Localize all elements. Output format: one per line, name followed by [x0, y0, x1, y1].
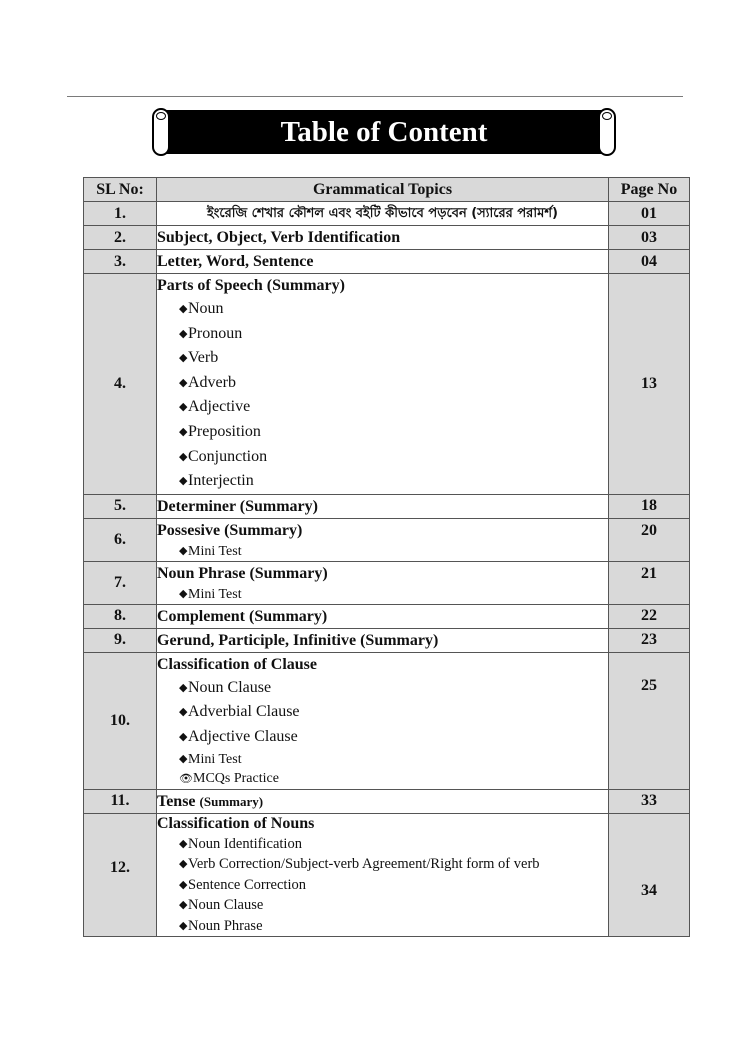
row-page: 34: [609, 813, 690, 937]
subtopic-item: ◆Mini Test: [179, 751, 242, 767]
subtopic-item: 👁MCQs Practice: [157, 769, 608, 789]
row-topic: ইংরেজি শেখার কৌশল এবং বইটি কীভাবে পড়বেন (স্যারের পরামর্শ): [207, 206, 558, 221]
top-divider: [67, 96, 683, 97]
diamond-bullet-icon: ◆: [179, 681, 188, 694]
diamond-bullet-icon: ◆: [179, 858, 188, 871]
table-row: [84, 628, 690, 652]
diamond-bullet-icon: ◆: [179, 837, 188, 850]
row-topic: Possesive (Summary): [157, 521, 303, 539]
diamond-bullet-icon: ◆: [179, 752, 188, 765]
row-topic: Classification of Nouns: [157, 814, 315, 832]
row-sl: 2.: [84, 226, 157, 250]
title-banner: [152, 108, 616, 158]
table-row: [84, 604, 690, 628]
page-title: Table of Content: [280, 116, 488, 148]
row-topic: Complement (Summary): [157, 607, 328, 625]
row-page: 33: [609, 789, 690, 813]
row-page: 20: [609, 518, 690, 561]
diamond-bullet-icon: ◆: [179, 376, 188, 389]
eye-icon: 👁: [179, 772, 193, 785]
row-sl: 6.: [84, 518, 157, 561]
table-row: [84, 202, 690, 226]
diamond-bullet-icon: ◆: [179, 899, 188, 912]
row-page: 04: [609, 250, 690, 274]
row-topic: Gerund, Participle, Infinitive (Summary): [157, 631, 439, 649]
diamond-bullet-icon: ◆: [179, 475, 188, 488]
row-page: 21: [609, 561, 690, 604]
diamond-bullet-icon: ◆: [179, 327, 188, 340]
diamond-bullet-icon: ◆: [179, 878, 188, 891]
subtopic-item: ◆Sentence Correction: [157, 875, 608, 896]
subtopic-item: ◆Conjunction: [157, 445, 608, 470]
header-page-no: Page No: [609, 178, 690, 202]
subtopic-item: ◆Adverb: [157, 371, 608, 396]
row-page: 18: [609, 494, 690, 518]
table-row: [84, 274, 690, 495]
table-row: [84, 226, 690, 250]
row-sl: 12.: [84, 813, 157, 937]
subtopic-item: ◆Noun Clause: [157, 895, 608, 916]
row-page: 23: [609, 628, 690, 652]
row-sl: 5.: [84, 494, 157, 518]
table-row: [84, 789, 690, 813]
table-header-row: [84, 178, 690, 202]
row-sl: 4.: [84, 274, 157, 495]
diamond-bullet-icon: ◆: [179, 587, 188, 600]
diamond-bullet-icon: ◆: [179, 303, 188, 315]
row-topic: Parts of Speech (Summary): [157, 277, 345, 294]
row-topic-suffix: (Summary): [199, 793, 264, 809]
row-topic: Classification of Clause: [157, 655, 317, 673]
row-topic: Subject, Object, Verb Identification: [157, 229, 401, 246]
table-of-contents: [83, 177, 690, 937]
subtopic-item: ◆Adjective: [157, 395, 608, 420]
table-row: [84, 494, 690, 518]
subtopic-item: ◆Mini Test: [179, 586, 242, 602]
diamond-bullet-icon: ◆: [179, 401, 188, 414]
row-topic: Determiner (Summary): [157, 497, 318, 515]
table-row: [84, 652, 690, 789]
row-sl: 9.: [84, 628, 157, 652]
row-topic: Noun Phrase (Summary): [157, 564, 328, 582]
subtopic-item: ◆Noun Identification: [157, 834, 608, 855]
diamond-bullet-icon: ◆: [179, 919, 188, 932]
subtopic-item: ◆Noun: [157, 297, 608, 322]
row-sl: 3.: [84, 250, 157, 274]
subtopic-item: ◆Adverbial Clause: [157, 700, 608, 725]
row-page: 22: [609, 604, 690, 628]
header-topics: Grammatical Topics: [157, 178, 609, 202]
row-sl: 7.: [84, 561, 157, 604]
subtopic-item: ◆Verb: [157, 346, 608, 371]
diamond-bullet-icon: ◆: [179, 425, 188, 438]
table-row: [84, 813, 690, 937]
diamond-bullet-icon: ◆: [179, 730, 188, 743]
row-page: 03: [609, 226, 690, 250]
row-sl: 11.: [84, 789, 157, 813]
row-sl: 10.: [84, 652, 157, 789]
subtopic-item: ◆Interjectin: [157, 469, 608, 494]
subtopic-item: ◆Noun Phrase: [157, 916, 608, 937]
subtopic-item: ◆Adjective Clause: [157, 725, 608, 750]
subtopic-item: ◆Verb Correction/Subject-verb Agreement/Right form of verb: [157, 854, 608, 875]
diamond-bullet-icon: ◆: [179, 544, 188, 557]
row-topic: Letter, Word, Sentence: [157, 253, 314, 270]
row-sl: 1.: [84, 202, 157, 226]
subtopic-item: ◆Noun Clause: [157, 676, 608, 701]
row-sl: 8.: [84, 604, 157, 628]
table-row: [84, 250, 690, 274]
diamond-bullet-icon: ◆: [179, 352, 188, 365]
subtopic-item: ◆Preposition: [157, 420, 608, 445]
subtopic-item: ◆Mini Test: [179, 543, 242, 559]
row-page: 25: [609, 652, 690, 789]
row-topic: Tense: [157, 792, 196, 810]
header-sl-no: SL No:: [84, 178, 157, 202]
diamond-bullet-icon: ◆: [179, 706, 188, 719]
table-row: [84, 518, 690, 561]
row-page: 13: [609, 274, 690, 495]
subtopic-item: ◆Pronoun: [157, 322, 608, 347]
row-page: 01: [609, 202, 690, 226]
diamond-bullet-icon: ◆: [179, 450, 188, 463]
table-row: [84, 561, 690, 604]
